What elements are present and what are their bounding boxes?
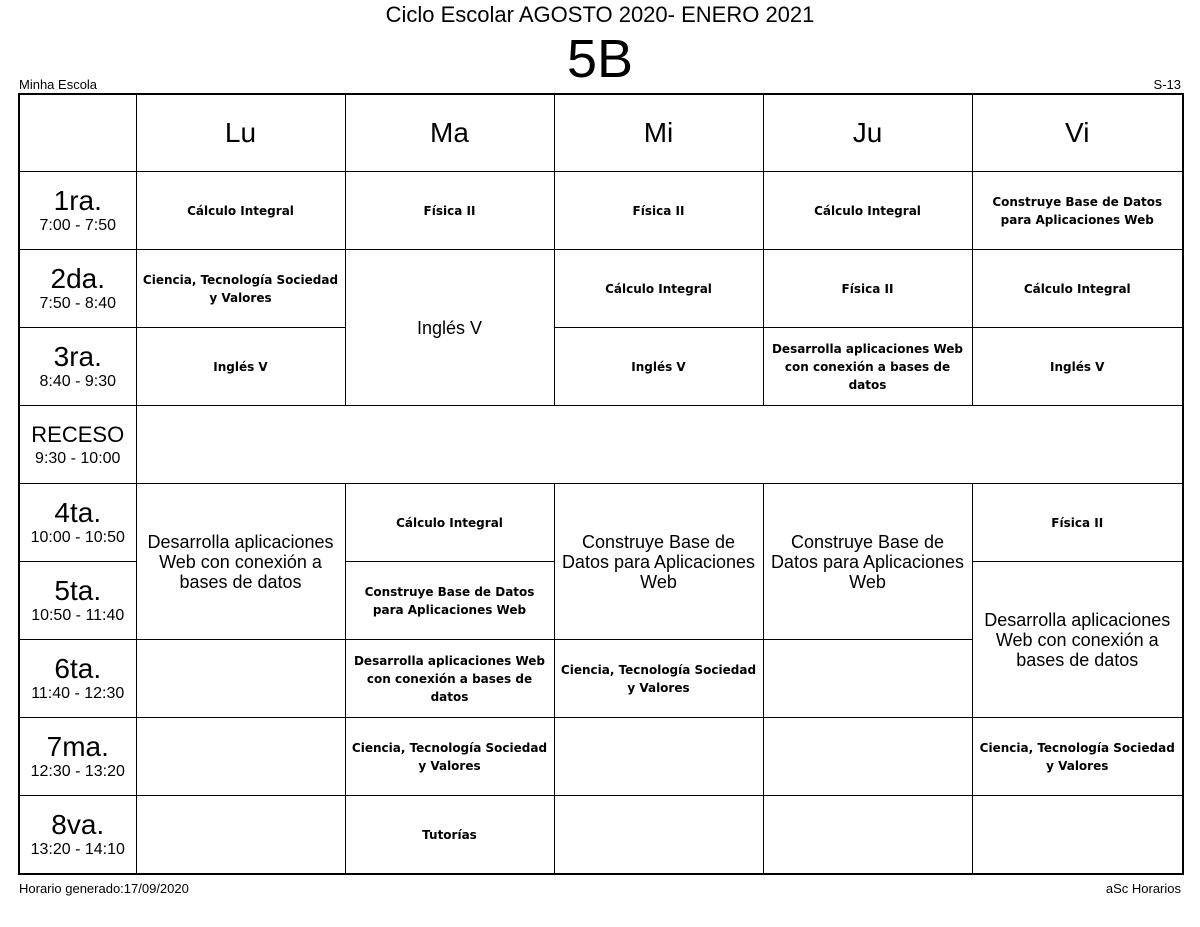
- empty-cell: [763, 640, 972, 718]
- class-name: 5B: [566, 29, 634, 89]
- period-header: [19, 718, 136, 796]
- period-header: [19, 172, 136, 250]
- period-label: 7ma.: [46, 730, 109, 762]
- lesson-cell: Cálculo Integral: [763, 172, 972, 250]
- lesson-cell: Construye Base de Datos para Aplicaciones Web: [345, 562, 554, 640]
- lesson-cell-double: Inglés V: [345, 250, 554, 406]
- period-label: 1ra.: [53, 184, 102, 216]
- day-header-tue: Ma: [345, 94, 554, 172]
- empty-cell: [554, 796, 763, 875]
- period-time: 11:40 - 12:30: [31, 684, 125, 702]
- period-label: 2da.: [50, 262, 105, 294]
- lesson-cell: Construye Base de Datos para Aplicaciones Web: [972, 172, 1183, 250]
- school-name: Minha Escola: [19, 77, 98, 92]
- empty-cell: [972, 796, 1183, 875]
- lesson-cell-double: Desarrolla aplicaciones Web con conexión a bases de datos: [972, 562, 1183, 718]
- period-header: [19, 484, 136, 562]
- lesson-cell: Cálculo Integral: [345, 484, 554, 562]
- lesson-cell: Cálculo Integral: [554, 250, 763, 328]
- period-time: 7:50 - 8:40: [39, 294, 116, 312]
- day-header-wed: Mi: [554, 94, 763, 172]
- period-time: 10:00 - 10:50: [30, 528, 125, 546]
- corner-cell: [19, 94, 136, 172]
- period-header: [19, 562, 136, 640]
- empty-cell: [554, 718, 763, 796]
- period-header: [19, 406, 136, 484]
- period-header: [19, 640, 136, 718]
- period-time: 12:30 - 13:20: [30, 762, 125, 780]
- software-name: aSc Horarios: [1105, 881, 1181, 896]
- lesson-cell: Ciencia, Tecnología Sociedad y Valores: [136, 250, 345, 328]
- period-row: [19, 172, 1183, 250]
- period-label: 4ta.: [54, 496, 102, 528]
- period-label: 8va.: [51, 808, 105, 840]
- empty-cell: [136, 640, 345, 718]
- period-header: [19, 328, 136, 406]
- empty-cell: [136, 796, 345, 875]
- lesson-cell: Tutorías: [345, 796, 554, 875]
- recess-cell: [136, 406, 1183, 484]
- day-header-thu: Ju: [763, 94, 972, 172]
- lesson-cell: Inglés V: [554, 328, 763, 406]
- day-header-fri: Vi: [972, 94, 1183, 172]
- period-row: [19, 250, 1183, 328]
- lesson-cell: Cálculo Integral: [972, 250, 1183, 328]
- period-row: [19, 328, 1183, 406]
- day-header-row: [19, 94, 1183, 172]
- period-row: [19, 796, 1183, 875]
- day-header-mon: Lu: [136, 94, 345, 172]
- lesson-cell: Cálculo Integral: [136, 172, 345, 250]
- lesson-cell: Inglés V: [972, 328, 1183, 406]
- period-time: 9:30 - 10:00: [35, 449, 121, 467]
- lesson-cell: Desarrolla aplicaciones Web con conexión a bases de datos: [345, 640, 554, 718]
- lesson-cell: Inglés V: [136, 328, 345, 406]
- period-time: 8:40 - 9:30: [39, 372, 116, 390]
- period-header: [19, 796, 136, 875]
- lesson-cell: Física II: [345, 172, 554, 250]
- lesson-cell: Física II: [972, 484, 1183, 562]
- lesson-cell: Desarrolla aplicaciones Web con conexión a bases de datos: [763, 328, 972, 406]
- generated-date: Horario generado:17/09/2020: [19, 881, 189, 896]
- empty-cell: [763, 796, 972, 875]
- schedule-title: Ciclo Escolar AGOSTO 2020- ENERO 2021: [385, 2, 815, 27]
- lesson-cell: Ciencia, Tecnología Sociedad y Valores: [554, 640, 763, 718]
- period-time: 13:20 - 14:10: [30, 840, 125, 858]
- period-row: [19, 484, 1183, 562]
- period-label: 5ta.: [54, 574, 102, 606]
- lesson-cell-double: Construye Base de Datos para Aplicaciones Web: [763, 484, 972, 640]
- room-code: S-13: [1153, 77, 1181, 92]
- empty-cell: [136, 718, 345, 796]
- lesson-cell-double: Desarrolla aplicaciones Web con conexión a bases de datos: [136, 484, 345, 640]
- period-label: 3ra.: [53, 340, 102, 372]
- period-time: 7:00 - 7:50: [39, 216, 116, 234]
- period-label: RECESO: [31, 421, 125, 447]
- period-header: [19, 250, 136, 328]
- lesson-cell: Física II: [554, 172, 763, 250]
- lesson-cell: Ciencia, Tecnología Sociedad y Valores: [972, 718, 1183, 796]
- lesson-cell-double: Construye Base de Datos para Aplicaciones Web: [554, 484, 763, 640]
- period-time: 10:50 - 11:40: [31, 606, 125, 624]
- empty-cell: [763, 718, 972, 796]
- lesson-cell: Ciencia, Tecnología Sociedad y Valores: [345, 718, 554, 796]
- lesson-cell: Física II: [763, 250, 972, 328]
- timetable-grid: [18, 93, 1184, 875]
- period-row: [19, 718, 1183, 796]
- period-label: 6ta.: [54, 652, 102, 684]
- recess-row: [19, 406, 1183, 484]
